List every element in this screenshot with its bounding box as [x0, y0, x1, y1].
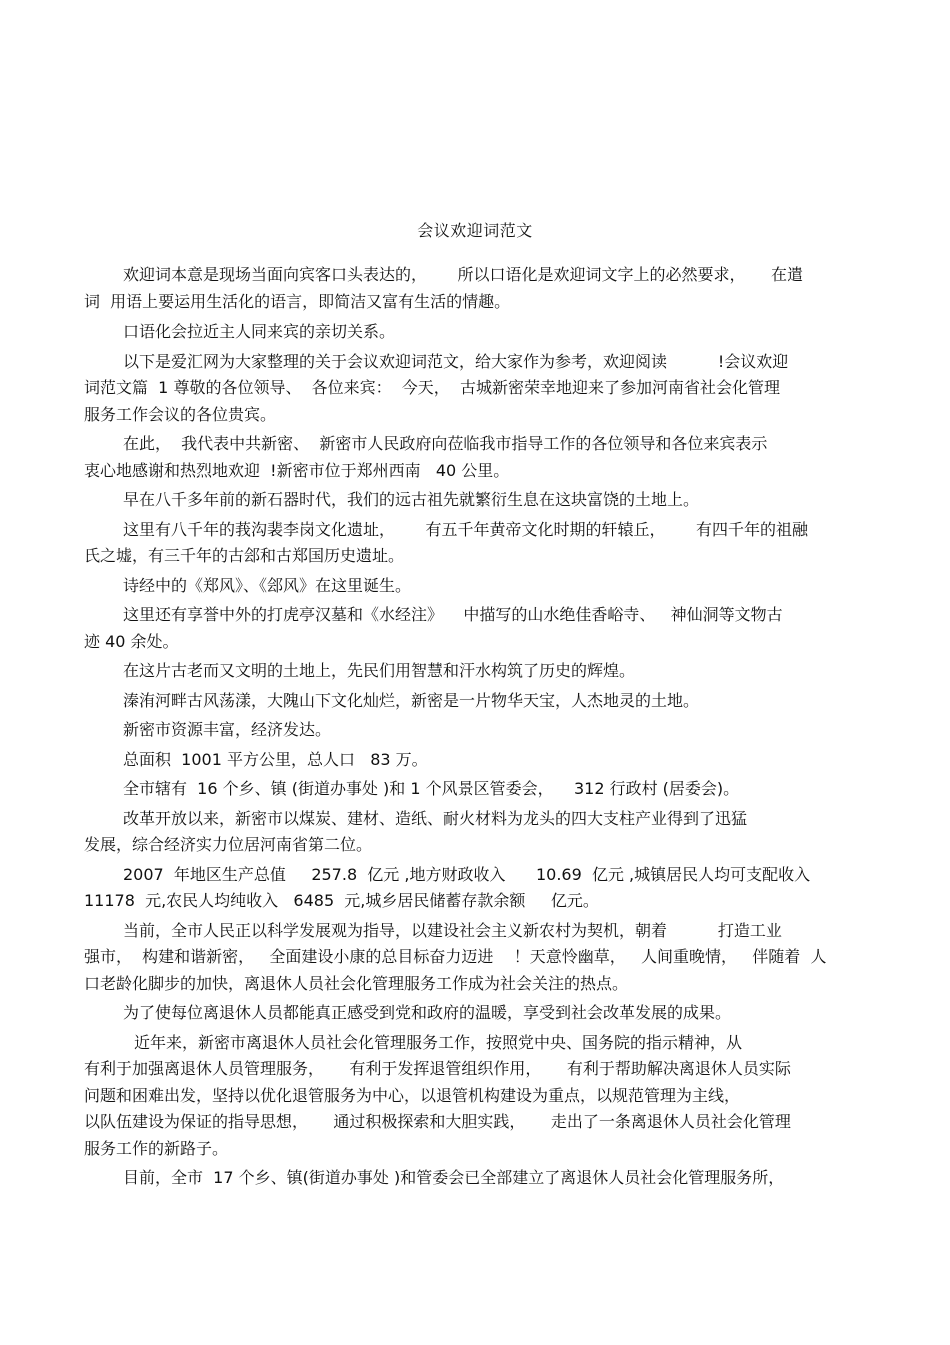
paragraph-line: 迹 40 余处。	[84, 631, 179, 651]
paragraph-line: 诗经中的《郑风》、《郐风》在这里诞生。	[123, 575, 412, 595]
paragraph-line: 衷心地感谢和热烈地欢迎 !新密市位于郑州西南 40 公里。	[84, 460, 510, 480]
paragraph	[84, 349, 864, 429]
paragraph-line: 在此， 我代表中共新密、 新密市人民政府向莅临我市指导工作的各位领导和各位来宾表示	[123, 434, 768, 453]
document-body	[84, 262, 864, 1195]
paragraph-line: 词 用语上要运用生活化的语言，即简洁又富有生活的情趣。	[84, 291, 511, 311]
paragraph	[84, 602, 864, 655]
paragraph	[84, 319, 864, 346]
paragraph	[84, 806, 864, 859]
paragraph-line: 问题和困难出发，坚持以优化退管服务为中心，以退管机构建设为重点，以规范管理为主线，	[84, 1085, 741, 1105]
paragraph-line: 氏之墟，有三千年的古郐和古郑国历史遗址。	[84, 546, 405, 565]
paragraph	[84, 1000, 864, 1027]
paragraph	[84, 1030, 864, 1163]
paragraph	[84, 862, 864, 915]
paragraph	[84, 776, 864, 803]
paragraph-line: 为了使每位离退休人员都能真正感受到党和政府的温暖，享受到社会改革发展的成果。	[123, 1003, 732, 1022]
paragraph-line: 有利于加强离退休人员管理服务， 有利于发挥退管组织作用， 有利于帮助解决离退休人员实际	[84, 1059, 791, 1078]
paragraph-line: 这里还有享誉中外的打虎亭汉墓和《水经注》 中描写的山水绝佳香峪寺、 神仙洞等文物古	[123, 605, 783, 624]
paragraph	[84, 262, 864, 315]
paragraph-line: 早在八千多年前的新石器时代，我们的远古祖先就繁衍生息在这块富饶的土地上。	[123, 490, 700, 509]
paragraph	[84, 573, 864, 600]
paragraph-line: 溱洧河畔古风荡漾，大隗山下文化灿烂，新密是一片物华天宝，人杰地灵的土地。	[123, 690, 700, 710]
paragraph-line: 全市辖有 16 个乡、镇 (街道办事处 )和 1 个风景区管委会， 312 行政村 (居委会)。	[123, 779, 740, 798]
paragraph-line: 发展，综合经济实力位居河南省第二位。	[84, 835, 373, 854]
paragraph-line: 口语化会拉近主人同来宾的亲切关系。	[123, 322, 396, 341]
paragraph-line: 目前，全市 17 个乡、镇(街道办事处 )和管委会已全部建立了离退休人员社会化管理服务所，	[123, 1168, 785, 1187]
document-title: 会议欢迎词范文	[417, 221, 533, 240]
paragraph-line: 以队伍建设为保证的指导思想， 通过积极探索和大胆实践， 走出了一条离退休人员社会化管理	[84, 1112, 791, 1131]
paragraph	[84, 688, 864, 715]
paragraph-line: 总面积 1001 平方公里，总人口 83 万。	[123, 749, 428, 769]
paragraph-line: 近年来，新密市离退休人员社会化管理服务工作，按照党中央、国务院的指示精神，从	[134, 1032, 743, 1052]
paragraph-line: 口老龄化脚步的加快，离退休人员社会化管理服务工作成为社会关注的热点。	[84, 973, 629, 993]
paragraph-line: 当前，全市人民正以科学发展观为指导，以建设社会主义新农村为契机，朝着 打造工业	[123, 920, 782, 940]
paragraph	[84, 431, 864, 484]
paragraph-line: 在这片古老而又文明的土地上，先民们用智慧和汗水构筑了历史的辉煌。	[123, 661, 636, 680]
paragraph	[84, 1165, 864, 1192]
paragraph	[84, 517, 864, 570]
paragraph	[84, 918, 864, 998]
paragraph-line: 这里有八千年的莪沟裴李岗文化遗址， 有五千年黄帝文化时期的轩辕丘， 有四千年的祖融	[123, 519, 809, 539]
paragraph	[84, 487, 864, 514]
paragraph-line: 强市， 构建和谐新密， 全面建设小康的总目标奋力迈进 ！天意怜幽草， 人间重晚情， 伴随着 人	[84, 947, 827, 966]
paragraph-line: 服务工作的新路子。	[84, 1138, 229, 1158]
paragraph-line: 新密市资源丰富，经济发达。	[123, 720, 332, 739]
paragraph-line: 服务工作会议的各位贵宾。	[84, 404, 277, 424]
paragraph-line: 以下是爱汇网为大家整理的关于会议欢迎词范文，给大家作为参考，欢迎阅读 !会议欢迎	[123, 351, 789, 371]
paragraph-line: 11178 元,农民人均纯收入 6485 元,城乡居民储蓄存款余额 亿元。	[84, 891, 599, 910]
paragraph	[84, 717, 864, 744]
paragraph	[84, 658, 864, 685]
paragraph-line: 2007 年地区生产总值 257.8 亿元 ,地方财政收入 10.69 亿元 ,城镇居民人均可支配收入	[123, 864, 811, 884]
paragraph-line: 词范文篇 1 尊敬的各位领导、 各位来宾： 今天， 古城新密荣幸地迎来了参加河南省社会化管理	[84, 378, 780, 397]
paragraph-line: 欢迎词本意是现场当面向宾客口头表达的， 所以口语化是欢迎词文字上的必然要求， 在遣	[123, 265, 803, 284]
paragraph-line: 改革开放以来，新密市以煤炭、建材、造纸、耐火材料为龙头的四大支柱产业得到了迅猛	[123, 808, 748, 828]
paragraph	[84, 747, 864, 774]
